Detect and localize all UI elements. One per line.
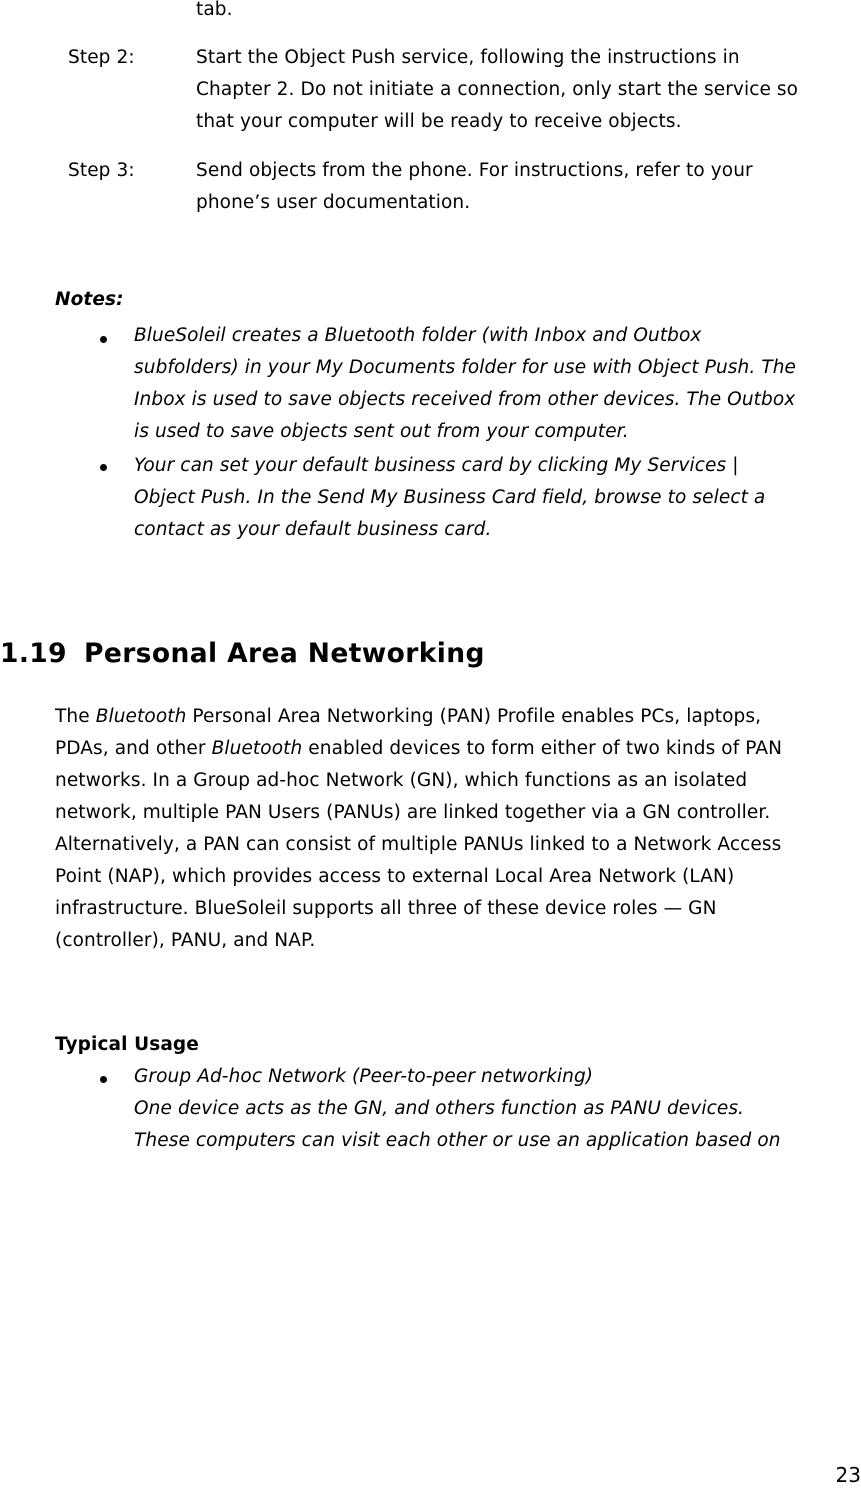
usage-line: These computers can visit each other or use an application based on [134,1130,781,1151]
bullet-icon [100,1076,107,1083]
note-line: Inbox is used to save objects received from other devices. The Outbox [134,389,796,410]
notes-heading: Notes: [55,289,124,310]
paragraph-line: networks. In a Group ad-hoc Network (GN), which functions as an isolated [55,770,748,791]
paragraph-line: network, multiple PAN Users (PANUs) are linked together via a GN controller. [55,802,771,823]
paragraph-line [55,733,782,765]
section-title: Personal Area Networking [84,638,485,669]
step2-line: that your computer will be ready to receive objects. [196,111,682,132]
note-line: is used to save objects sent out from your computer. [134,421,629,442]
paragraph-line: Point (NAP), which provides access to external Local Area Network (LAN) [55,866,735,887]
note-line: subfolders) in your My Documents folder for use with Object Push. The [134,357,797,378]
paragraph-line [55,701,761,733]
typical-usage-heading: Typical Usage [55,1034,199,1055]
note-line: Object Push. In the Send My Business Card field, browse to select a [134,487,766,508]
page-number: 23 [835,1463,861,1487]
step2-label: Step 2: [68,47,135,68]
paragraph-line: (controller), PANU, and NAP. [55,930,316,951]
text-run-italic: Bluetooth [95,706,187,727]
text-run: The [55,706,96,727]
text-run: enabled devices to form either of two kinds of PAN [302,738,783,759]
step3-line: phone’s user documentation. [196,192,471,213]
note-line: Your can set your default business card by clicking My Services | [134,455,739,476]
text-run-italic: Bluetooth [211,738,303,759]
section-heading [0,634,485,674]
step3-line: Send objects from the phone. For instructions, refer to your [196,160,753,181]
paragraph-line: infrastructure. BlueSoleil supports all three of these device roles — GN [55,898,717,919]
text-run: Personal Area Networking (PAN) Profile enables PCs, laptops, [186,706,762,727]
step2-line: Start the Object Push service, following the instructions in [196,47,740,68]
bullet-icon [100,336,107,343]
step1-text-tail: tab. [196,0,233,20]
step2-line: Chapter 2. Do not initiate a connection, only start the service so [196,79,799,100]
step3-label: Step 3: [68,160,135,181]
paragraph-line: Alternatively, a PAN can consist of multiple PANUs linked to a Network Access [55,834,782,855]
note-line: BlueSoleil creates a Bluetooth folder (with Inbox and Outbox [134,325,702,346]
text-run: PDAs, and other [55,738,212,759]
section-number: 1.19 [0,638,67,669]
usage-line: Group Ad-hoc Network (Peer-to-peer networking) [134,1066,594,1087]
bullet-icon [100,464,107,471]
note-line: contact as your default business card. [134,519,492,540]
usage-line: One device acts as the GN, and others function as PANU devices. [134,1098,745,1119]
